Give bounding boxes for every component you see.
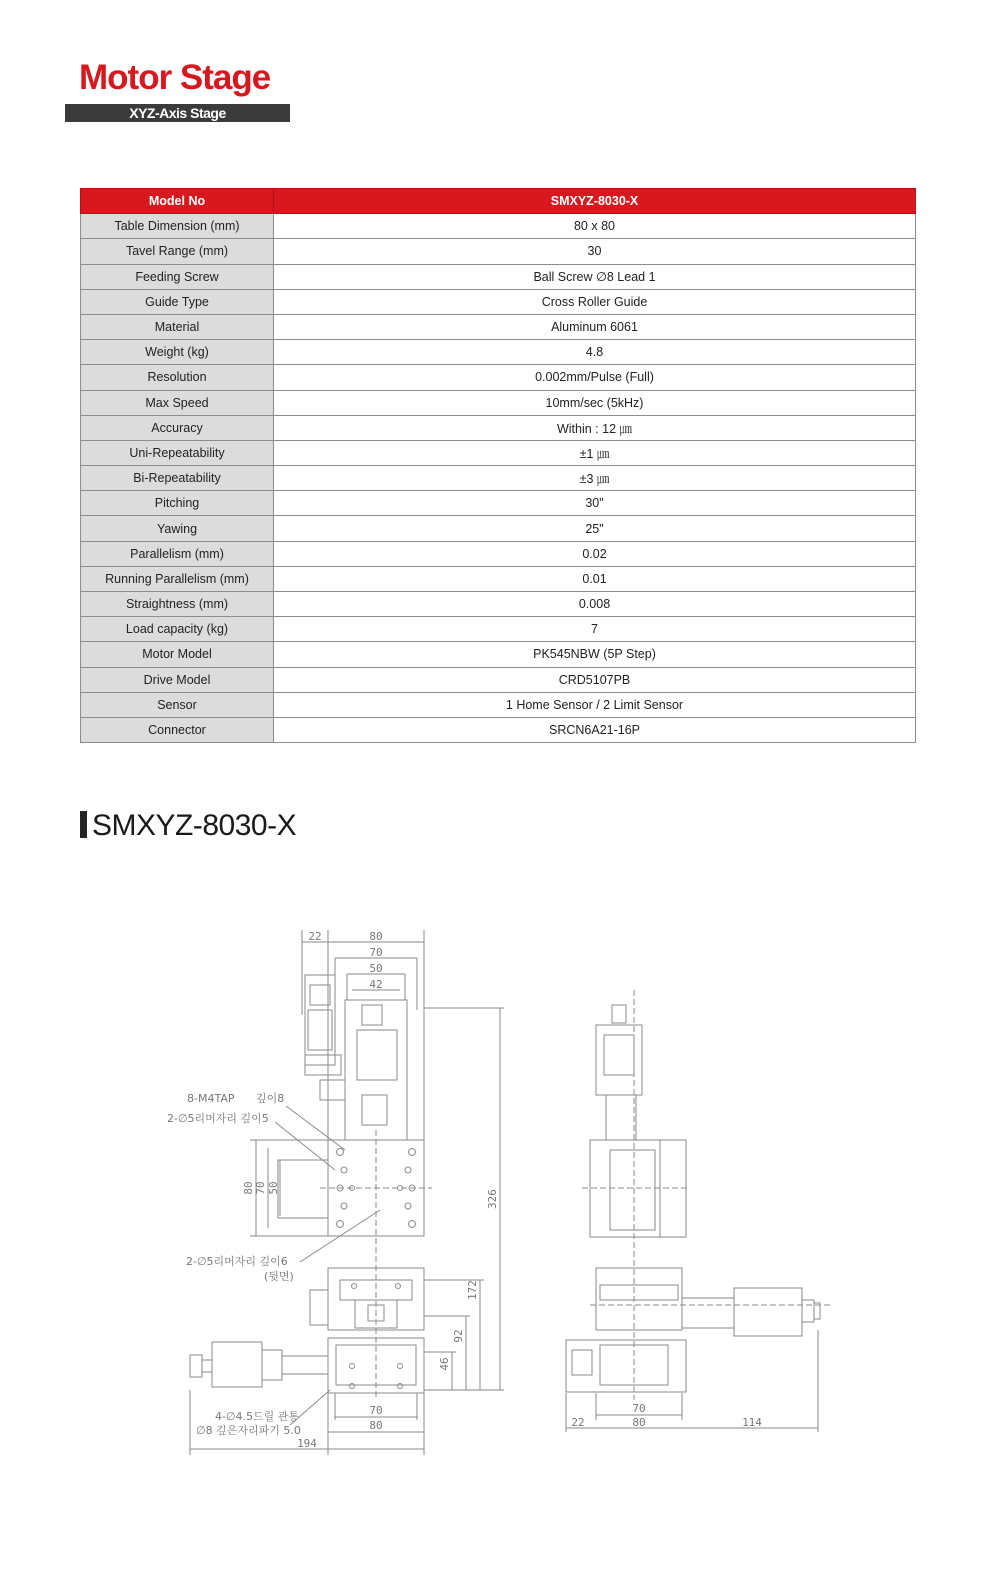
spec-label: Straightness (mm) (81, 592, 274, 617)
brand-subtitle: XYZ-Axis Stage (65, 104, 290, 122)
spec-value: 30" (274, 491, 916, 516)
header-label: Model No (81, 189, 274, 214)
spec-value: ±3 ㎛ (274, 466, 916, 491)
dim-326: 326 (486, 1189, 499, 1209)
spec-label: Accuracy (81, 415, 274, 440)
spec-value: 4.8 (274, 340, 916, 365)
dim-50: 50 (369, 962, 383, 975)
spec-value: 7 (274, 617, 916, 642)
dim-side-22: 22 (571, 1416, 585, 1429)
spec-value: SRCN6A21-16P (274, 717, 916, 742)
spec-value: CRD5107PB (274, 667, 916, 692)
spec-label: Sensor (81, 692, 274, 717)
spec-label: Drive Model (81, 667, 274, 692)
spec-value: Within : 12 ㎛ (274, 415, 916, 440)
spec-value: 1 Home Sensor / 2 Limit Sensor (274, 692, 916, 717)
spec-value: 25" (274, 516, 916, 541)
spec-value: Ball Screw ∅8 Lead 1 (274, 264, 916, 289)
dim-22: 22 (308, 930, 322, 943)
note-counterbore: ∅8 깊은자리파기 5.0 (196, 1424, 301, 1437)
note-back-side: (뒷면) (264, 1270, 294, 1283)
spec-label: Weight (kg) (81, 340, 274, 365)
spec-value: 0.01 (274, 566, 916, 591)
dim-80: 80 (369, 930, 383, 943)
spec-value: 80 x 80 (274, 214, 916, 239)
spec-label: Feeding Screw (81, 264, 274, 289)
drawing-title-text: SMXYZ-8030-X (92, 809, 297, 842)
spec-label: Connector (81, 717, 274, 742)
dim-92: 92 (452, 1329, 465, 1343)
note-reamer-top: 2-∅5리머자리 깊이5 (167, 1112, 269, 1125)
note-tap: 8-M4TAP (187, 1092, 235, 1105)
spec-label: Resolution (81, 365, 274, 390)
spec-label: Load capacity (kg) (81, 617, 274, 642)
spec-label: Pitching (81, 491, 274, 516)
dim-left-50: 50 (267, 1181, 280, 1195)
spec-value: ±1 ㎛ (274, 440, 916, 465)
dim-bottom-80: 80 (369, 1419, 383, 1432)
spec-label: Tavel Range (mm) (81, 239, 274, 264)
spec-label: Max Speed (81, 390, 274, 415)
note-reamer-back: 2-∅5리머자리 깊이6 (186, 1255, 288, 1268)
spec-value: 0.008 (274, 592, 916, 617)
dim-70: 70 (369, 946, 383, 959)
header-value: SMXYZ-8030-X (274, 189, 916, 214)
dim-194: 194 (297, 1437, 317, 1450)
spec-label: Uni-Repeatability (81, 440, 274, 465)
spec-value: 30 (274, 239, 916, 264)
spec-label: Bi-Repeatability (81, 466, 274, 491)
spec-label: Table Dimension (mm) (81, 214, 274, 239)
spec-value: 0.002mm/Pulse (Full) (274, 365, 916, 390)
brand-title: Motor Stage (79, 58, 271, 97)
spec-label: Parallelism (mm) (81, 541, 274, 566)
spec-label: Motor Model (81, 642, 274, 667)
spec-value: PK545NBW (5P Step) (274, 642, 916, 667)
dim-114: 114 (742, 1416, 762, 1429)
spec-label: Material (81, 314, 274, 339)
spec-value: 10mm/sec (5kHz) (274, 390, 916, 415)
dim-left-70: 70 (254, 1181, 267, 1195)
note-drill: 4-∅4.5드릴 관통 (215, 1410, 300, 1423)
dim-side-80: 80 (632, 1416, 646, 1429)
dim-42: 42 (369, 978, 383, 991)
dim-left-80: 80 (242, 1181, 255, 1195)
spec-label: Yawing (81, 516, 274, 541)
dim-46: 46 (438, 1357, 451, 1371)
dim-bottom-70: 70 (369, 1404, 383, 1417)
note-tap-depth: 깊이8 (256, 1092, 285, 1105)
spec-value: Aluminum 6061 (274, 314, 916, 339)
dim-172: 172 (466, 1280, 479, 1300)
spec-value: Cross Roller Guide (274, 289, 916, 314)
spec-label: Guide Type (81, 289, 274, 314)
spec-value: 0.02 (274, 541, 916, 566)
dim-side-70: 70 (632, 1402, 646, 1415)
spec-label: Running Parallelism (mm) (81, 566, 274, 591)
